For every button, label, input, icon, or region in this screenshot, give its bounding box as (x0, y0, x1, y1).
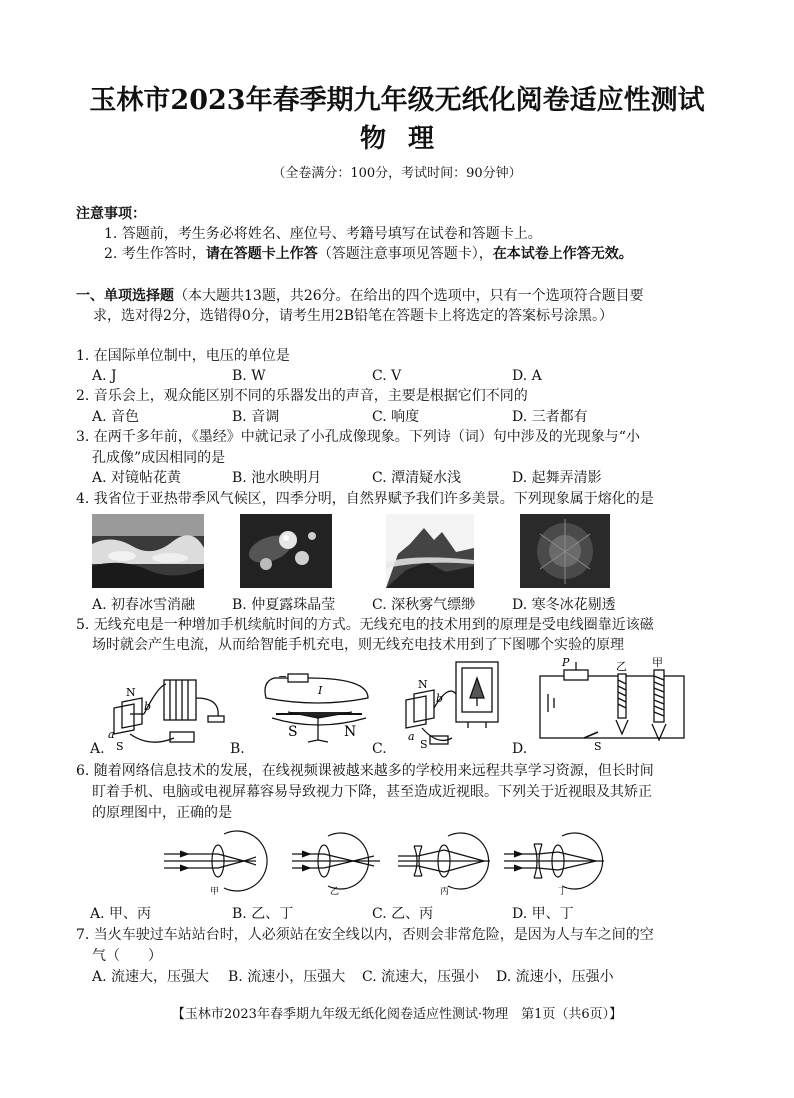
notice-item-2-b: 请在答题卡上作答 (205, 246, 318, 262)
eye-label-yi: 乙 (330, 887, 340, 896)
q7-stem-1: 7. 当火车驶过车站站台时，人必须站在安全线以内，否则会非常危险，是因为人与车之间的空 (76, 927, 654, 943)
section-1-desc-2: 求，选对得2分，选错得0分，请考生用2B铅笔在答题卡上将选定的答案标号涂黑。） (93, 308, 614, 324)
q5-stem-2: 场时就会产生电流，从而给智能手机充电，则无线充电技术用到了下图哪个实验的原理 (92, 637, 624, 653)
q5-stem-1: 5. 无线充电是一种增加手机续航时间的方式。无线充电的技术用到的原理是受电线圈靠近该磁 (76, 617, 654, 633)
fig-b-i: I (318, 684, 323, 697)
fig-d-yi: 乙 (616, 660, 627, 673)
eye-label-jia: 甲 (210, 887, 220, 896)
q6-stem-2: 盯着手机、电脑或电视屏幕容易导致视力下降，甚至造成近视眼。下列关于近视眼及其矫正 (92, 784, 652, 800)
fig-a-a: a (108, 728, 115, 741)
subject-title: 物理 (359, 124, 456, 154)
q6-option-b[interactable]: B. 乙、丁 (232, 906, 294, 922)
q5-option-d[interactable]: D. (512, 741, 528, 757)
fig-c-s: S (420, 738, 428, 751)
q5-option-a[interactable]: A. (90, 741, 105, 757)
q2-option-d[interactable]: D. 三者都有 (512, 409, 588, 425)
q7-option-c[interactable]: C. 流速大，压强小 (362, 969, 480, 985)
q1-stem: 1. 在国际单位制中，电压的单位是 (76, 348, 290, 364)
q2-option-a[interactable]: A. 音色 (92, 409, 140, 425)
exam-meta: （全卷满分：100分，考试时间：90分钟） (272, 166, 522, 181)
fig-d-jia: 甲 (652, 656, 663, 669)
q6-option-c[interactable]: C. 乙、丙 (372, 906, 434, 922)
q4-option-b[interactable]: B. 仲夏露珠晶莹 (232, 597, 336, 613)
page-footer: 【玉林市2023年春季期九年级无纸化阅卷适应性测试·物理 第1页（共6页）】 (171, 1007, 623, 1022)
eye-label-bing: 丙 (440, 887, 450, 896)
q7-option-b[interactable]: B. 流速小，压强大 (228, 969, 346, 985)
fig-c-b: b (436, 692, 444, 705)
q7-option-a[interactable]: A. 流速大，压强大 (92, 969, 210, 985)
photo-ice-flowers (520, 514, 610, 588)
q2-stem: 2. 音乐会上，观众能区别不同的乐器发出的声音，主要是根据它们不同的 (76, 388, 528, 404)
q5-option-b[interactable]: B. (230, 741, 245, 757)
q4-stem: 4. 我省位于亚热带季风气候区，四季分明，自然界赋予我们许多美景。下列现象属于熔化的是 (76, 491, 654, 507)
q3-option-d[interactable]: D. 起舞弄清影 (512, 470, 602, 486)
figure-d-electromagnets (538, 654, 686, 752)
q4-option-d[interactable]: D. 寒冬冰花剔透 (512, 597, 616, 613)
exam-title: 玉林市2023年春季期九年级无纸化阅卷适应性测试 (89, 85, 705, 116)
eye-label-ding: 丁 (558, 887, 568, 896)
q3-option-a[interactable]: A. 对镜帖花黄 (92, 470, 182, 486)
notice-item-2 (104, 245, 633, 263)
q4-option-c[interactable]: C. 深秋雾气缥缈 (372, 597, 476, 613)
eye-diagram-jia (160, 826, 270, 896)
photo-melting-snow (92, 514, 204, 588)
q4-option-a[interactable]: A. 初春冰雪消融 (92, 597, 196, 613)
section-1-heading (76, 287, 644, 305)
q3-option-c[interactable]: C. 潭清疑水浅 (372, 470, 462, 486)
fig-c-a: a (408, 730, 415, 743)
eye-diagram-bing (394, 826, 494, 896)
figure-c-galvanometer (398, 654, 506, 752)
fig-b-n: N (344, 724, 357, 740)
q7-option-d[interactable]: D. 流速小，压强小 (496, 969, 614, 985)
q1-option-a[interactable]: A. J (92, 368, 117, 384)
fig-d-p: P (562, 656, 570, 669)
notice-item-2-c: （答题注意事项见答题卡）， (317, 246, 493, 262)
fig-c-n: N (418, 678, 428, 691)
notice-item-2-d: 在本试卷上作答无效。 (492, 246, 633, 262)
q6-stem-3: 的原理图中，正确的是 (92, 805, 232, 821)
section-1-desc-1: （本大题共13题，共26分。在给出的四个选项中，只有一个选项符合题目要 (174, 288, 644, 304)
fig-a-n: N (126, 686, 136, 699)
q6-option-d[interactable]: D. 甲、丁 (512, 906, 574, 922)
fig-b-s: S (288, 724, 298, 740)
section-1-title: 一、单项选择题 (76, 288, 174, 304)
photo-dewdrops (240, 514, 332, 588)
notice-heading: 注意事项： (76, 206, 146, 222)
q7-stem-2: 气（ ） (92, 948, 162, 964)
fig-d-s: S (594, 740, 602, 752)
q3-option-b[interactable]: B. 池水映明月 (232, 470, 322, 486)
q1-option-c[interactable]: C. V (372, 368, 402, 384)
figure-b-compass (258, 668, 376, 752)
notice-item-1: 1. 答题前，考生务必将姓名、座位号、考籍号填写在试卷和答题卡上。 (104, 226, 542, 242)
q3-stem-1: 3. 在两千多年前，《墨经》中就记录了小孔成像现象。下列诗（词）句中涉及的光现象与“小 (76, 429, 640, 445)
fig-b-minus: − (278, 670, 288, 683)
fig-a-b: b (144, 700, 152, 713)
fig-a-s: S (116, 740, 124, 752)
q2-option-c[interactable]: C. 响度 (372, 409, 420, 425)
q6-stem-1: 6. 随着网络信息技术的发展，在线视频课被越来越多的学校用来远程共享学习资源，但长时间 (76, 763, 654, 779)
q1-option-d[interactable]: D. A (512, 368, 542, 384)
q6-option-a[interactable]: A. 甲、丙 (90, 906, 152, 922)
notice-item-2-a: 2. 考生作答时， (104, 246, 206, 262)
eye-diagram-ding (500, 826, 610, 896)
q2-option-b[interactable]: B. 音调 (232, 409, 280, 425)
q1-option-b[interactable]: B. W (232, 368, 266, 384)
photo-mist-mountains (386, 514, 474, 588)
q3-stem-2: 孔成像”成因相同的是 (92, 450, 226, 466)
eye-diagram-yi (288, 826, 388, 896)
q5-option-c[interactable]: C. (372, 741, 387, 757)
figure-a-coil-circuit (100, 668, 240, 752)
